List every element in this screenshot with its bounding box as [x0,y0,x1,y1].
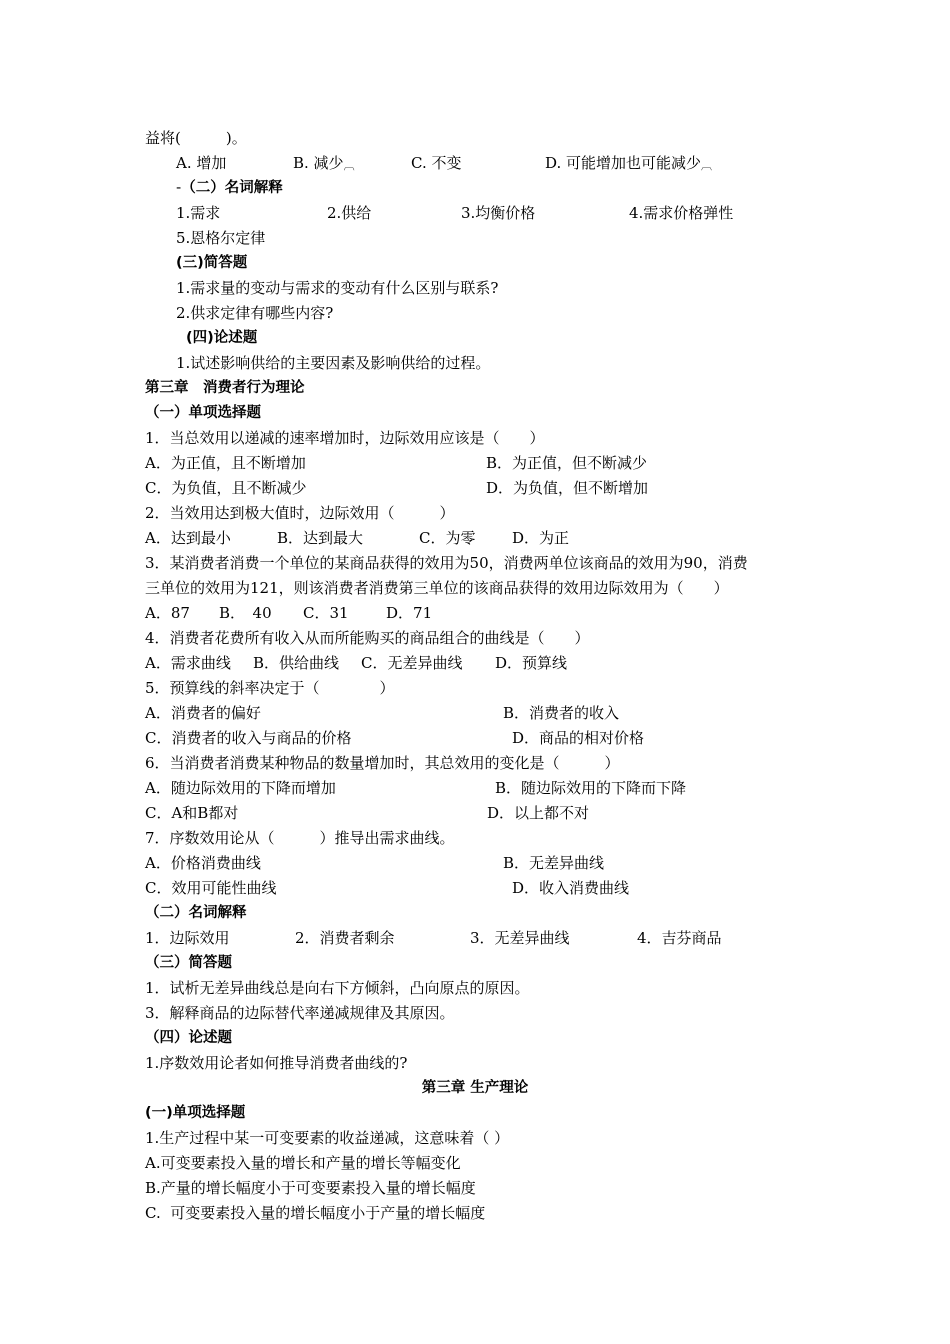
option: B． 40 [219,604,272,622]
question: 2．当效用达到极大值时，边际效用（ ） [145,504,455,522]
option: A．随边际效用的下降而增加 [145,779,336,797]
option: A．消费者的偏好 [145,704,261,722]
option: B.产量的增长幅度小于可变要素投入量的增长幅度 [145,1179,476,1197]
question: 4．消费者花费所有收入从而所能购买的商品组合的曲线是（ ） [145,629,590,647]
term: 2.供给 [327,204,372,222]
section-heading: (三)简答题 [176,255,248,271]
short-question: 1.需求量的变动与需求的变动有什么区别与联系? [176,279,499,297]
option: C．为负值，且不断减少 [145,479,307,497]
option-a: A. 增加 [176,154,227,172]
essay-question: 1.序数效用论者如何推导消费者曲线的? [145,1054,408,1072]
question-tail: 益将( )。 [145,129,247,147]
question: 3．某消费者消费一个单位的某商品获得的效用为50，消费两单位该商品的效用为90，消费 [145,554,748,572]
option: C．效用可能性曲线 [145,879,277,897]
short-question: 3．解释商品的边际替代率递减规律及其原因。 [145,1004,455,1022]
section-heading: (一)单项选择题 [145,1105,246,1121]
short-question: 2.供求定律有哪些内容? [176,304,334,322]
option: D．商品的相对价格 [512,729,645,747]
chapter-title: 第三章 生产理论 [421,1080,529,1096]
option: D．为正 [512,529,570,547]
option: B．为正值，但不断减少 [486,454,648,472]
option: A．87 [145,604,190,622]
option-d: D. 可能增加也可能减少︹ [545,154,713,172]
question: 7．序数效用论从（ ）推导出需求曲线。 [145,829,455,847]
term: 4．吉芬商品 [637,929,722,947]
option: A．需求曲线 [145,654,231,672]
option: D．为负值，但不断增加 [486,479,649,497]
term: 1.需求 [176,204,221,222]
option: C．为零 [419,529,476,547]
short-question: 1．试析无差异曲线总是向右下方倾斜，凸向原点的原因。 [145,979,530,997]
option: C. 可变要素投入量的增长幅度小于产量的增长幅度 [145,1204,486,1222]
question: 5．预算线的斜率决定于（ ） [145,679,395,697]
term: 3．无差异曲线 [470,929,570,947]
option: C．A和B都对 [145,804,239,822]
section-heading: -（二）名词解释 [176,180,283,196]
section-heading: （一）单项选择题 [145,405,261,421]
option: C．消费者的收入与商品的价格 [145,729,352,747]
section-heading: （四）论述题 [145,1030,232,1046]
chapter-title: 第三章 消费者行为理论 [145,380,305,396]
option: A．达到最小 [145,529,231,547]
option: D．预算线 [495,654,568,672]
option: C．无差异曲线 [361,654,463,672]
term: 4.需求价格弹性 [629,204,734,222]
option-b: B. 减少︹ [293,154,355,172]
option: A.可变要素投入量的增长和产量的增长等幅变化 [145,1154,461,1172]
question: 1.生产过程中某一可变要素的收益递减，这意味着（ ） [145,1129,510,1147]
option-c: C. 不变 [411,154,462,172]
section-heading: (四)论述题 [186,330,258,346]
option: B．消费者的收入 [503,704,620,722]
term: 5.恩格尔定律 [176,229,266,247]
option: D．71 [386,604,433,622]
section-heading: （三）简答题 [145,955,232,971]
option: A．价格消费曲线 [145,854,261,872]
option: B．达到最大 [277,529,364,547]
term: 3.均衡价格 [461,204,536,222]
option: B．随边际效用的下降而下降 [495,779,687,797]
option: D．以上都不对 [487,804,590,822]
term: 1．边际效用 [145,929,230,947]
question: 1．当总效用以递减的速率增加时，边际效用应该是（ ） [145,429,545,447]
option: B．供给曲线 [253,654,340,672]
essay-question: 1.试述影响供给的主要因素及影响供给的过程。 [176,354,491,372]
option: D．收入消费曲线 [512,879,630,897]
option: C．31 [303,604,349,622]
question: 三单位的效用为121，则该消费者消费第三单位的该商品获得的效用边际效用为（ ） [145,579,729,597]
section-heading: （二）名词解释 [145,905,247,921]
option: B．无差异曲线 [503,854,605,872]
option: A．为正值，且不断增加 [145,454,306,472]
term: 2．消费者剩余 [295,929,395,947]
question: 6．当消费者消费某种物品的数量增加时，其总效用的变化是（ ） [145,754,620,772]
